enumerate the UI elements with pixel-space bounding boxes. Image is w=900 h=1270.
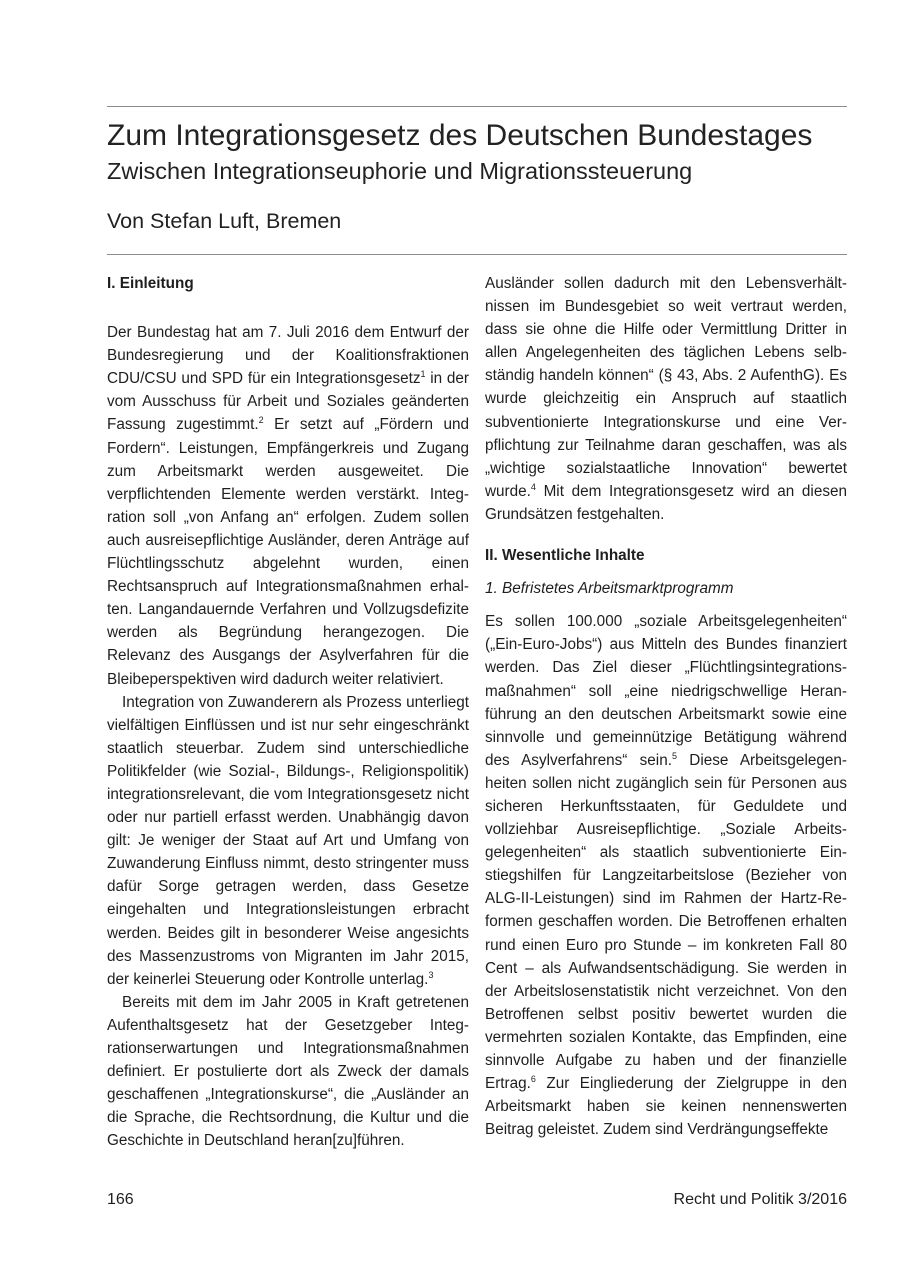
paragraph — [485, 272, 847, 526]
subsection-heading: 1. Befristetes Arbeitsmarktprogramm — [485, 580, 734, 598]
text-run: Zur Eingliederung der Zielgruppe in den Arbeitsmarkt haben sie keinen nennenswerten Beitrag geleistet. Zudem sind Verdrängungseffekte — [485, 1075, 847, 1139]
header-rule — [107, 254, 847, 255]
section-heading-introduction: I. Einleitung — [107, 275, 194, 292]
footnote-ref: 6 — [530, 1074, 536, 1085]
text-run: in der vom Ausschuss für Arbeit und Soziales geänderten Fassung zugestimmt. — [107, 370, 469, 434]
article-author: Von Stefan Luft, Bremen — [107, 209, 342, 233]
left-column — [107, 272, 469, 1152]
text-run: Diese Arbeitsgelegenheiten sollen nicht zugänglich sein für Personen aus sicheren Herkunftsstaaten, für Geduldete und vollziehbar Ausreisepflichtige. „Soziale Arbeitsgelegenheiten“ als staatlich subventionierte Einstiegshilfen für Langzeitarbeitslose (Bezieher von ALG-II-Leistungen) sind im Rahmen der Hartz-Reformen geschaffen worden. Die Betroffenen erhalten rund einen Euro pro Stunde – im konkreten Fall 80 Cent – als Aufwandsentschädigung. Sie werden in der Arbeitslosenstatistik nicht verzeichnet. Von den Betroffenen selbst positiv bewertet wurden die vermehrten sozialen Kontakte, das Empfinden, eine sinnvolle Aufgabe zu haben und der finanzielle Ertrag. — [485, 751, 847, 1093]
text-run: Der Bundestag hat am 7. Juli 2016 dem Entwurf der Bundesregierung und der Koalitionsfraktionen CDU/CSU und SPD für ein Integrationsgesetz — [107, 324, 469, 388]
footnote-ref: 3 — [428, 969, 434, 980]
footnote-ref: 5 — [671, 750, 677, 761]
paragraph — [107, 321, 469, 691]
text-run: Mit dem Integrationsgesetz wird an diesen Grundsätzen festgehalten. — [485, 482, 847, 523]
paragraph — [107, 691, 469, 991]
paragraph — [485, 610, 847, 1141]
right-column — [485, 272, 847, 1141]
journal-name: Recht und Politik 3/2016 — [673, 1191, 847, 1208]
page-number: 166 — [107, 1191, 134, 1208]
text-run: Ausländer sollen dadurch mit den Lebensverhältnissen im Bundesgebiet so weit vertraut werden, dass sie ohne die Hilfe oder Vermittlung Dritter in allen Angelegenheiten des täglichen Lebens selbständig handeln können“ (§ 43, Abs. 2 AufenthG). Es wurde gleichzeitig ein Anspruch auf staatlich subventionierte Integrationskurse und eine Verpflichtung zur Teilnahme daran geschaffen, was als „wichtige sozialstaatliche Innovation“ bewertet wurde. — [485, 275, 847, 500]
footnote-ref: 2 — [258, 415, 264, 426]
text-run: Integration von Zuwanderern als Prozess unterliegt vielfältigen Einflüssen und ist nur sehr eingeschränkt staatlich steuerbar. Zudem sind unterschiedliche Politikfelder (wie Sozial-, Bildungs-, Religionspolitik) integrationsrelevant, die vom Integrationsgesetz nicht oder nur partiell erfasst werden. Unabhängig davon gilt: Je weniger der Staat auf Art und Umfang von Zuwanderung Einfluss nimmt, desto stringenter muss dafür Sorge getragen werden, dass Gesetze eingehalten und Integrationsleistungen erbracht werden. Beides gilt in besonderer Weise angesichts des Massenzustroms von Migranten im Jahr 2015, der keinerlei Steuerung oder Kontrolle unterlag. — [107, 693, 469, 988]
article-title: Zum Integrationsgesetz des Deutschen Bundestages — [107, 119, 813, 152]
text-run: Er setzt auf „Fördern und Fordern“. Leistungen, Empfängerkreis und Zugang zum Arbeitsmarkt werden ausgeweitet. Die verpflichtenden Elemente werden verstärkt. Integration soll „von Anfang an“ erfolgen. Zudem sollen auch ausreisepflichtige Ausländer, deren Anträge auf Flüchtlingsschutz abgelehnt wurden, einen Rechtsanspruch auf Integrationsmaßnahmen erhalten. Langandauernde Verfahren und Vollzugsdefizite werden als Begründung herangezogen. Die Relevanz des Ausgangs der Asylverfahren für die Bleibeperspektiven wird dadurch weiter relativiert. — [107, 416, 469, 688]
article-subtitle: Zwischen Integrationseuphorie und Migrationssteuerung — [107, 158, 693, 184]
footnote-ref: 4 — [530, 481, 536, 492]
section-heading-contents: II. Wesentliche Inhalte — [485, 547, 645, 565]
text-run: Es sollen 100.000 „soziale Arbeitsgelegenheiten“ („Ein-Euro-Jobs“) aus Mitteln des Bundes finanziert werden. Das Ziel dieser „Flüchtlingsintegrationsmaßnahmen“ soll „eine niedrigschwellige Heranführung an den deutschen Arbeitsmarkt sowie eine sinnvolle und gemeinnützige Betätigung während des Asylverfahrens“ sein. — [485, 613, 847, 769]
footnote-ref: 1 — [420, 369, 426, 380]
top-rule — [107, 106, 847, 107]
paragraph: Bereits mit dem im Jahr 2005 in Kraft getretenen Aufenthaltsgesetz hat der Gesetzgeber Integrationserwartungen und Integrationsmaßnahmen definiert. Er postulierte dort als Zweck der damals geschaffenen „Integrationskurse“, die „Ausländer an die Sprache, die Rechtsordnung, die Kultur und die Geschichte in Deutschland heran[zu]führen. — [107, 993, 469, 1150]
